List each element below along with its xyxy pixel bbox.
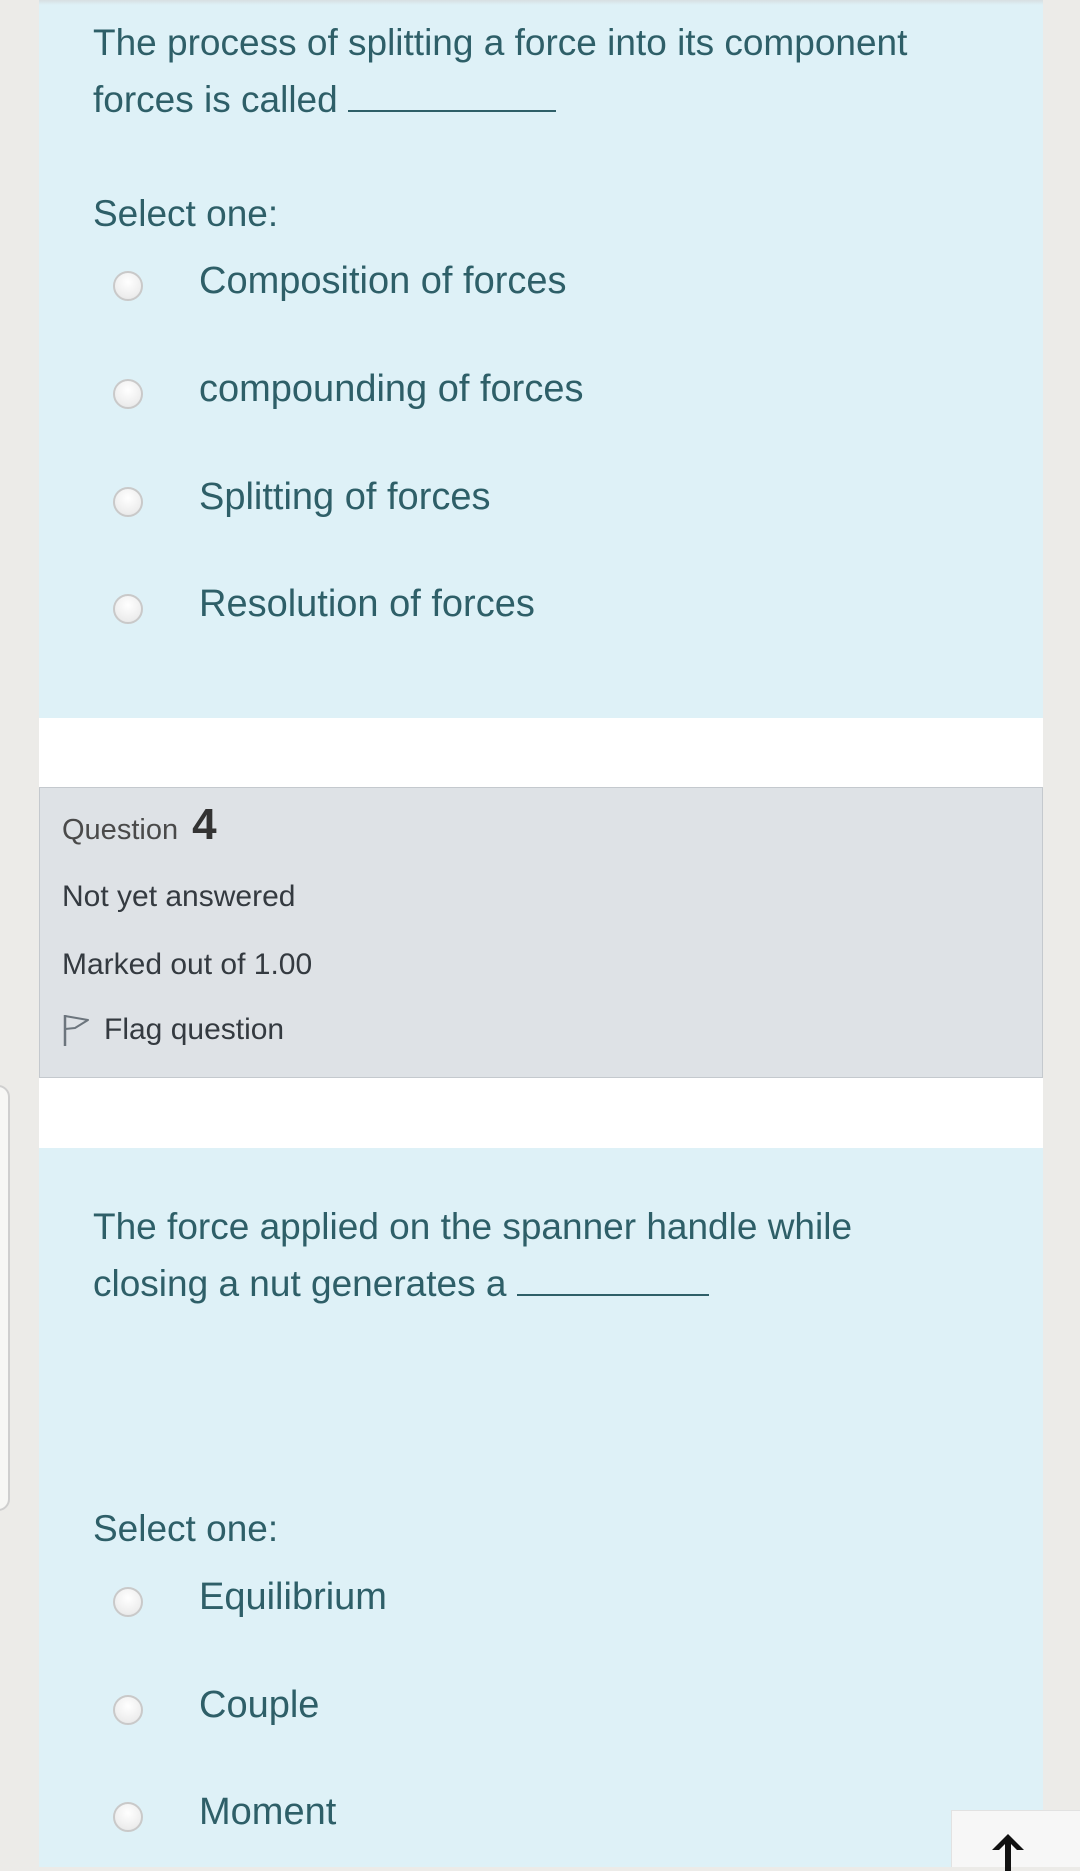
grade-marks: Marked out of 1.00 [62,948,313,981]
option-couple[interactable] [113,1680,319,1730]
option-splitting-of-forces[interactable] [113,472,490,522]
scroll-to-top-button[interactable] [951,1810,1080,1867]
option-resolution-of-forces[interactable] [113,579,535,629]
option-label[interactable]: Splitting of forces [199,475,491,518]
option-label[interactable]: Composition of forces [199,259,567,302]
option-label[interactable]: Equilibrium [199,1575,387,1618]
option-composition-of-forces[interactable] [113,256,567,306]
option-compounding-of-forces[interactable] [113,364,583,414]
answer-blank [517,1258,709,1296]
question-heading [62,800,217,850]
question-4-text-line2: closing a nut generates a [93,1263,507,1304]
radio-button[interactable] [113,271,143,301]
drawer-handle[interactable] [0,1085,10,1511]
flag-outline-icon[interactable] [62,1013,90,1047]
top-shadow [39,0,1043,5]
question-4-text-line1: The force applied on the spanner handle while [93,1206,853,1247]
option-equilibrium[interactable] [113,1572,387,1622]
page-margin [1043,0,1080,1867]
option-moment[interactable] [113,1787,336,1837]
arrow-up-icon[interactable] [988,1831,1028,1871]
answer-status: Not yet answered [62,880,296,913]
question-4-text [93,1198,993,1312]
select-one-label: Select one: [93,193,279,234]
question-3-text-line2: forces is called [93,79,338,120]
answer-blank [348,74,556,112]
question-separator [39,718,1043,787]
radio-button[interactable] [113,379,143,409]
question-4-info [39,787,1043,1078]
radio-button[interactable] [113,487,143,517]
option-label[interactable]: Couple [199,1683,320,1726]
option-label[interactable]: Resolution of forces [199,582,535,625]
question-3-text [93,14,993,128]
flag-question-link[interactable] [62,1013,284,1047]
question-3-text-line1: The process of splitting a force into its component [93,22,908,63]
question-heading-label: Question [62,814,179,846]
question-4-panel [39,1148,1043,1867]
radio-button[interactable] [113,1587,143,1617]
select-one-label: Select one: [93,1508,279,1549]
question-3-panel [39,0,1043,718]
option-label[interactable]: compounding of forces [199,367,584,410]
flag-question-label[interactable]: Flag question [104,1013,285,1046]
question-number: 4 [192,800,217,849]
radio-button[interactable] [113,1695,143,1725]
option-label[interactable]: Moment [199,1790,337,1833]
radio-button[interactable] [113,594,143,624]
radio-button[interactable] [113,1802,143,1832]
question-separator [39,1078,1043,1148]
